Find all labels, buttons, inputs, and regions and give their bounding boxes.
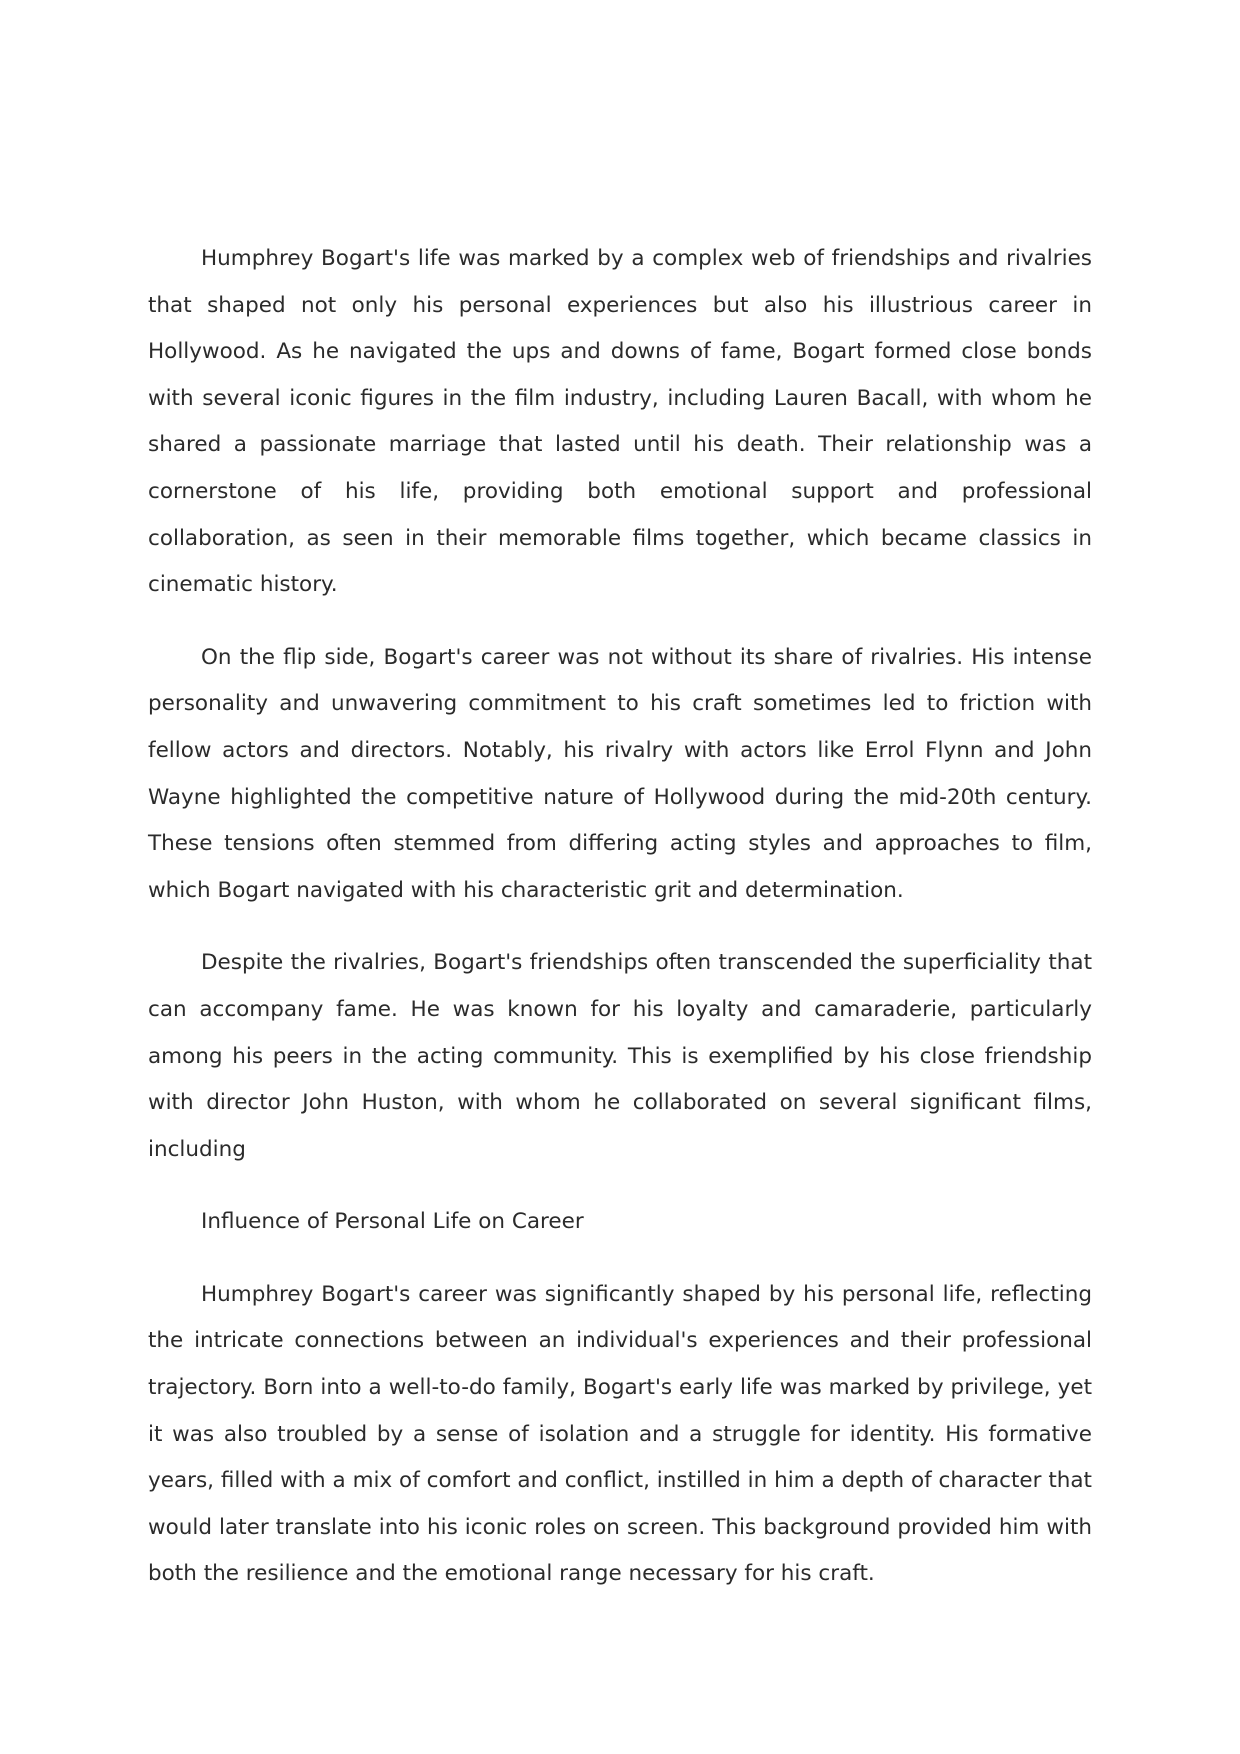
- document-body: [148, 236, 1092, 1624]
- paragraph-loyalty: Despite the rivalries, Bogart's friendships often transcended the superficiality that can accompany fame. He was known for his loyalty and camaraderie, particularly among his peers in the acting community. This is exemplified by his close friendship with director John Huston, with whom he collaborated on several significant films, including: [148, 950, 1092, 1162]
- paragraph-rivalries: On the flip side, Bogart's career was not without its share of rivalries. His intense personality and unwavering commitment to his craft sometimes led to friction with fellow actors and directors. Notably, his rivalry with actors like Errol Flynn and John Wayne highlighted the competitive nature of Hollywood during the mid-20th century. These tensions often stemmed from differing acting styles and approaches to film, which Bogart navigated with his characteristic grit and determination.: [148, 644, 1092, 903]
- paragraph-personal-life: Humphrey Bogart's career was significantly shaped by his personal life, reflecting the intricate connections between an individual's experiences and their professional trajectory. Born into a well-to-do family, Bogart's early life was marked by privilege, yet it was also troubled by a sense of isolation and a struggle for identity. His formative years, filled with a mix of comfort and conflict, instilled in him a depth of character that would later translate into his iconic roles on screen. This background provided him with both the resilience and the emotional range necessary for his craft.: [148, 1281, 1092, 1587]
- section-heading: Influence of Personal Life on Career: [201, 1209, 584, 1235]
- paragraph-friendships: Humphrey Bogart's life was marked by a complex web of friendships and rivalries that shaped not only his personal experiences but also his illustrious career in Hollywood. As he navigated the ups and downs of fame, Bogart formed close bonds with several iconic figures in the film industry, including Lauren Bacall, with whom he shared a passionate marriage that lasted until his death. Their relationship was a cornerstone of his life, providing both emotional support and professional collaboration, as seen in their memorable films together, which became classics in cinematic history.: [148, 246, 1092, 598]
